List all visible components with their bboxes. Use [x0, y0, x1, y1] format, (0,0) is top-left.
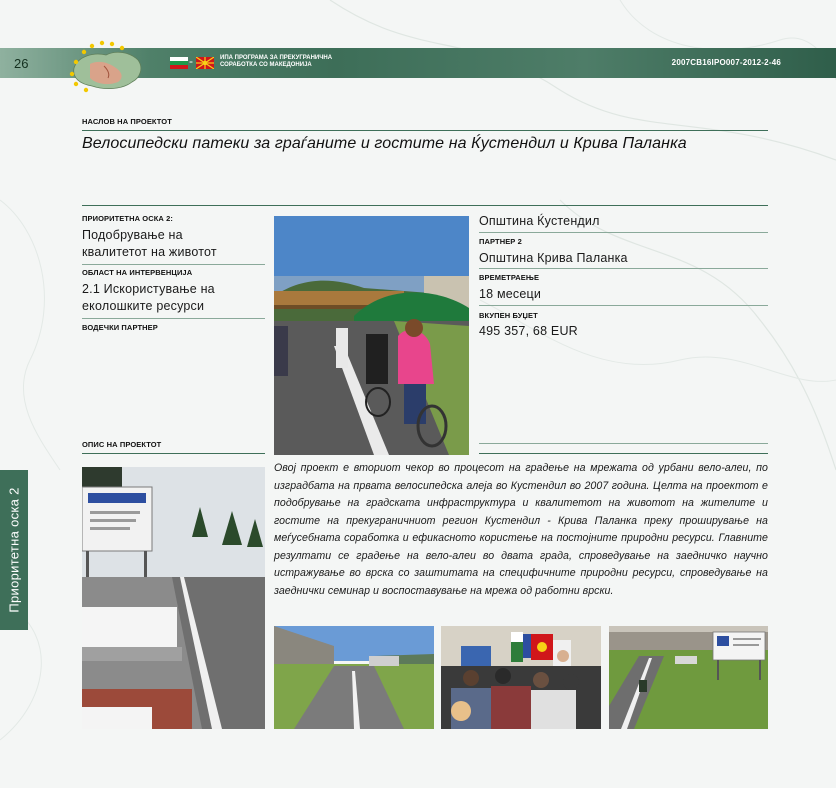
- project-code: 2007CB16IPO007-2012-2-46: [671, 58, 781, 67]
- intervention-line-2: еколошките ресурси: [82, 299, 205, 313]
- description-rule-right: [479, 453, 768, 454]
- photo-lane-wall: [274, 626, 434, 729]
- duration-label: ВРЕМЕТРАЕЊЕ: [479, 273, 540, 282]
- description-rule-left: [82, 453, 265, 454]
- priority-value: [82, 227, 217, 261]
- partner2-label: ПАРТНЕР 2: [479, 237, 522, 246]
- title-rule: [82, 130, 768, 131]
- macedonia-flag-icon: [196, 57, 214, 69]
- partner2-rule: [479, 268, 768, 269]
- photo-lane-info-sign: [609, 626, 768, 729]
- photo-bike-lane-sign: [82, 467, 265, 729]
- programme-logo-icon: [64, 38, 150, 94]
- description-rule-right-top: [479, 443, 768, 444]
- priority-line-1: Подобрување на: [82, 228, 183, 242]
- duration-value: 18 месеци: [479, 287, 542, 301]
- photo-cyclists: [274, 216, 469, 455]
- priority-line-2: квалитетот на животот: [82, 245, 217, 259]
- bulgaria-flag-icon: [170, 57, 188, 69]
- budget-value: 495 357, 68 EUR: [479, 324, 578, 338]
- intervention-rule: [82, 318, 265, 319]
- title-label: НАСЛОВ НА ПРОЕКТОТ: [82, 117, 172, 126]
- side-tab-label: Приоритетна оска 2: [6, 487, 22, 613]
- intervention-value: [82, 281, 215, 315]
- page-number: 26: [14, 56, 29, 71]
- lead-partner-value: Општина Ќустендил: [479, 214, 600, 228]
- photo-seminar: [441, 626, 601, 729]
- priority-rule: [82, 264, 265, 265]
- budget-label: ВКУПЕН БУЏЕТ: [479, 311, 538, 320]
- project-title: Велосипедски патеки за граѓаните и гостите на Ќустендил и Крива Паланка: [82, 135, 687, 152]
- partner2-value: Општина Крива Паланка: [479, 251, 628, 265]
- description-label: ОПИС НА ПРОЕКТОТ: [82, 440, 162, 449]
- lead-partner-rule: [479, 232, 768, 233]
- intervention-line-1: 2.1 Искористување на: [82, 282, 215, 296]
- duration-rule: [479, 305, 768, 306]
- lead-partner-label: ВОДЕЧКИ ПАРТНЕР: [82, 323, 158, 332]
- flag-separator: -: [189, 54, 193, 68]
- info-top-rule: [82, 205, 768, 206]
- programme-name: [220, 55, 340, 69]
- programme-line-2: СОРАБОТКА СО МАКЕДОНИЈА: [220, 62, 312, 68]
- programme-line-1: ИПА ПРОГРАМА ЗА ПРЕКУГРАНИЧНА: [220, 55, 333, 61]
- intervention-label: ОБЛАСТ НА ИНТЕРВЕНЦИЈА: [82, 268, 193, 277]
- priority-label: ПРИОРИТЕТНА ОСКА 2:: [82, 214, 173, 223]
- project-description: Овој проект е вториот чекор во процесот на градење на мрежата од урбани вело-алеи, по изградбата на првата велосипедска алеја во Кустендил во 2007 година. Целта на проектот е подобрување на градската инфраструктура и квалитетот на животот на жителите и гостите на прекуграничниот регион Кустендил - Крива Паланка преку проширување на меѓусебната соработка и ефикасното користење на постојните природни ресурси. Главните резултати се градење на вело-алеи во двата града, спроведување на заедничко научно истражување во врска со заштитата на специфичните природни ресурси, спроведување на заеднички семинар и воспоставување на мрежа од работни врски.: [274, 462, 768, 597]
